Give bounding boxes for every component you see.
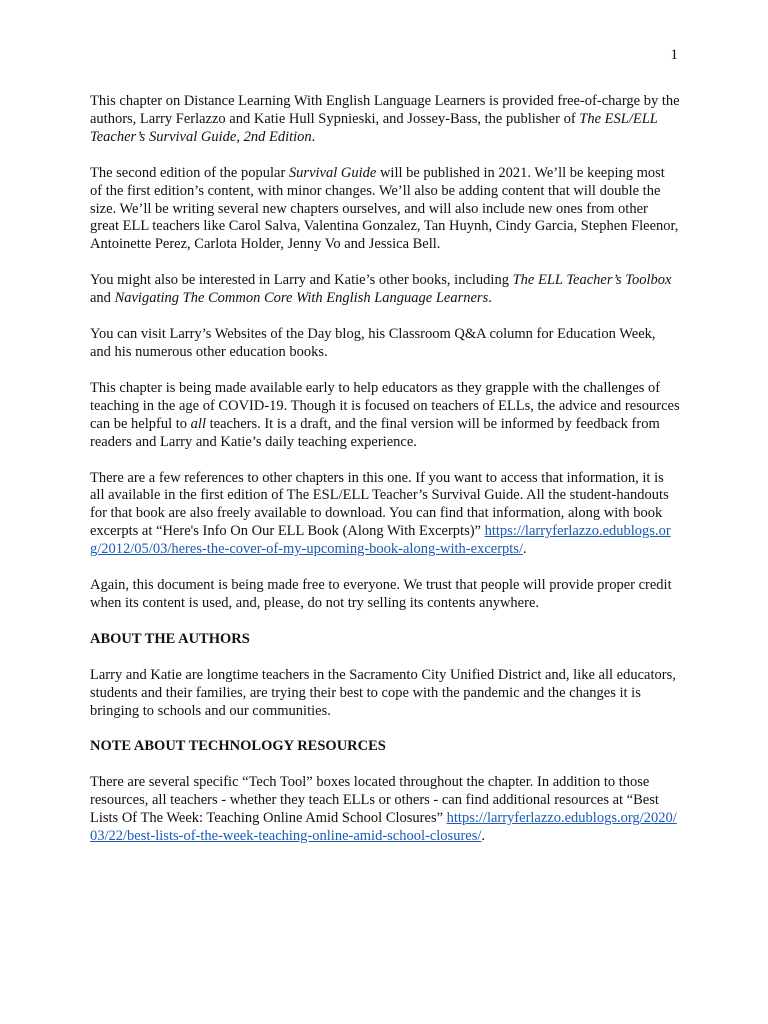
other-books-text-c: . <box>488 290 492 307</box>
intro-paragraph <box>90 93 680 147</box>
other-books-paragraph <box>90 272 680 308</box>
covid-paragraph <box>90 380 680 452</box>
references-period: . <box>522 541 527 558</box>
book-excerpts-link[interactable]: https://larryferlazzo.edublogs.org/2012/05/03/heres-the-cover-of-my-upcoming-book-along-with-excerpts/ <box>90 523 671 558</box>
about-authors-heading: ABOUT THE AUTHORS <box>90 630 250 647</box>
second-edition-text-b: will be published in 2021. We’ll be keeping most of the first edition’s content, with minor changes. We’ll also be adding content that will double the size. We’ll be writing several new chapters ourselves, and will also include new ones from other great ELL teachers like Carol Salva, Valentina Gonzalez, Tan Huynh, Cindy Garcia, Stephen Fleenor, Antoinette Perez, Carlota Holder, Jenny Vo and Jessica Bell. <box>90 164 679 253</box>
common-core-title: Navigating The Common Core With English Language Learners <box>114 290 489 307</box>
second-edition-text-a: The second edition of the popular <box>90 164 289 181</box>
all-emphasis: all <box>190 415 206 432</box>
second-edition-paragraph <box>90 165 680 255</box>
intro-text: This chapter on Distance Learning With English Language Learners is provided free-of-charge by the authors, Larry Ferlazzo and Katie Hull Sypnieski, and Jossey-Bass, the publisher of <box>90 93 680 127</box>
technology-resources-heading: NOTE ABOUT TECHNOLOGY RESOURCES <box>90 738 386 755</box>
tech-tools-text: There are several specific “Tech Tool” boxes located throughout the chapter. In addition to those resources, all teachers - whether they teach ELLs or others - can find additional resources at “Best Lists Of The Week: Teaching Online Amid School Closures” <box>90 774 659 827</box>
tech-tools-period: . <box>481 828 486 845</box>
best-lists-link[interactable]: https://larryferlazzo.edublogs.org/2020/03/22/best-lists-of-the-week-teaching-online-amid-school-closures/ <box>90 810 677 845</box>
authors-paragraph: Larry and Katie are longtime teachers in the Sacramento City Unified District and, like all educators, students and their families, are trying their best to cope with the pandemic and the changes it is bringing to schools and our communities. <box>90 666 676 719</box>
other-books-text-b: and <box>90 290 115 307</box>
document-body <box>90 93 680 864</box>
covid-text-a: This chapter is being made available early to help educators as they grapple with the challenges of teaching in the age of COVID-19. Though it is focused on teachers of ELLs, the advice and resources can be helpful to <box>90 379 680 432</box>
book-title: The ESL/ELL Teacher’s Survival Guide, 2nd Edition <box>90 110 658 145</box>
references-paragraph <box>90 470 680 560</box>
credit-paragraph: Again, this document is being made free to everyone. We trust that people will provide proper credit when its content is used, and, please, do not try selling its contents anywhere. <box>90 577 672 611</box>
survival-guide-title: Survival Guide <box>288 164 377 181</box>
covid-text-b: teachers. It is a draft, and the final version will be informed by feedback from readers and Larry and Katie’s daily teaching experience. <box>90 415 660 450</box>
references-text: There are a few references to other chapters in this one. If you want to access that information, it is all available in the first edition of The ESL/ELL Teacher’s Survival Guide. All the student-handouts for that book are also freely available to download. You can find that information, along with book excerpts at “Here's Info On Our ELL Book (Along With Excerpts)” <box>90 469 669 540</box>
websites-paragraph: You can visit Larry’s Websites of the Day blog, his Classroom Q&A column for Education Week, and his numerous other education books. <box>90 326 656 360</box>
toolbox-title: The ELL Teacher’s Toolbox <box>512 272 672 289</box>
page-number: 1 <box>670 47 678 63</box>
tech-tools-paragraph <box>90 774 680 846</box>
intro-period: . <box>311 128 316 145</box>
other-books-text-a: You might also be interested in Larry and Katie’s other books, including <box>90 272 513 289</box>
